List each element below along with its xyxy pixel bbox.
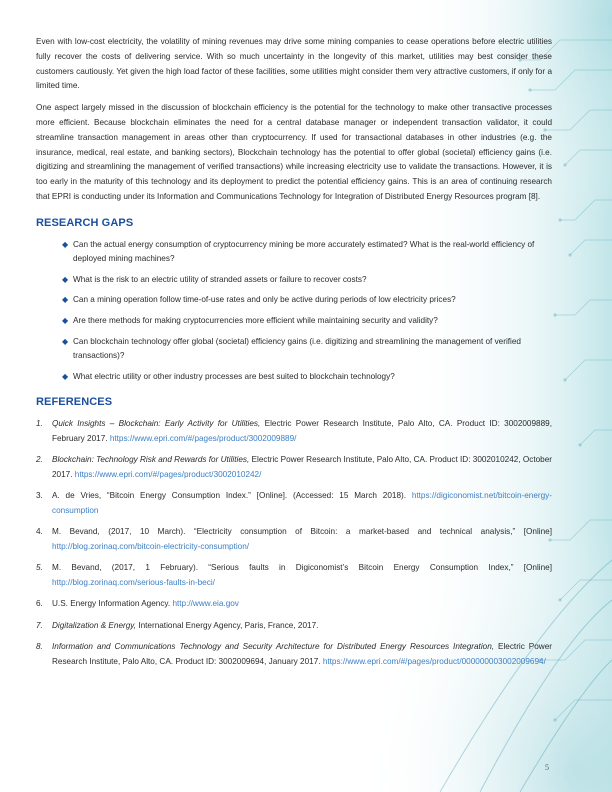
reference-number: 4.	[36, 527, 43, 537]
research-gap-text: What electric utility or other industry processes are best suited to blockchain technology?	[73, 371, 395, 381]
research-gap-text: Can the actual energy consumption of cryptocurrency mining be more accurately estimated? What is the real-world efficiency of deployed mining machines?	[73, 239, 535, 263]
reference-item	[36, 640, 552, 670]
research-gap-text: Are there methods for making cryptocurrencies more efficient while maintaining security and validity?	[73, 316, 438, 326]
reference-link[interactable]: https://digiconomist.net/bitcoin-energy-consumption	[52, 491, 552, 515]
reference-item	[36, 561, 552, 591]
reference-title: Quick Insights – Blockchain: Early Activity for Utilities,	[52, 418, 261, 428]
body-paragraph-2: One aspect largely missed in the discussion of blockchain efficiency is the potential for the technology to make other transactive processes more efficient. Because blockchain eliminates the need for a central database manager or independent transaction validator, it could streamline transaction management in areas other than cryptocurrency. If used for transactional databases in other industries (e.g. the insurance, medical, real estate, and banking sectors), Blockchain technology has the potential to offer global (societal) efficiency gains (i.e. digitizing and streamlining the management of verified transactions) while increasing electricity use to validate the transactions. However, it is too early in the maturity of this technology and its deployment to predict the potential efficiency gains. This is an area of continuing research that EPRI is conducting under its Information and Communications Technology for Integration of Distributed Energy Resources program [8].	[36, 103, 552, 201]
diamond-bullet-icon: ◆	[62, 371, 69, 381]
reference-title: Digitalization & Energy,	[52, 620, 137, 630]
reference-title: Information and Communications Technology and Security Architecture for Distributed Energy Resources Integration,	[52, 641, 495, 651]
reference-number: 1.	[36, 418, 43, 428]
references-list	[36, 417, 552, 670]
reference-text: Electric Power Research Institute, Palo Alto, CA. Product ID: 3002009694, January 2017.	[52, 641, 552, 666]
reference-item	[36, 453, 552, 483]
reference-text: M. Bevand, (2017, 10 March). “Electricity consumption of Bitcoin: a market-based and technical analysis,” [Online]	[52, 527, 552, 537]
reference-title: Blockchain: Technology Risk and Rewards for Utilities,	[52, 454, 250, 464]
reference-text: U.S. Energy Information Agency.	[52, 599, 173, 609]
reference-text: A. de Vries, “Bitcoin Energy Consumption Index.” [Online]. (Accessed: 15 March 2018).	[52, 491, 412, 501]
research-gap-item	[62, 335, 552, 363]
reference-item	[36, 489, 552, 519]
reference-text: Electric Power Research Institute, Palo Alto, CA. Product ID: 3002010242, October 2017.	[52, 454, 552, 479]
reference-number: 6.	[36, 599, 43, 609]
reference-number: 3.	[36, 491, 43, 501]
reference-link[interactable]: http://blog.zorinaq.com/bitcoin-electricity-consumption/	[52, 541, 250, 551]
research-gap-item	[62, 293, 552, 307]
research-gaps-heading: RESEARCH GAPS	[36, 216, 134, 229]
reference-item	[36, 597, 552, 612]
research-gap-text: What is the risk to an electric utility of stranded assets or failure to recover costs?	[73, 274, 367, 284]
research-gap-item	[62, 370, 552, 384]
reference-number: 2.	[36, 454, 43, 464]
research-gap-item	[62, 273, 552, 287]
reference-link[interactable]: https://www.epri.com/#/pages/product/000000003002009694/	[322, 656, 546, 666]
reference-item	[36, 525, 552, 555]
reference-link[interactable]: https://www.epri.com/#/pages/product/3002010242/	[74, 469, 262, 479]
research-gap-item	[62, 238, 552, 266]
references-heading: REFERENCES	[36, 395, 113, 408]
reference-item	[36, 417, 552, 447]
diamond-bullet-icon: ◆	[62, 316, 69, 326]
research-gaps-list	[36, 238, 552, 384]
page-content	[36, 35, 552, 676]
reference-text: International Energy Agency, Paris, France, 2017.	[136, 620, 319, 630]
research-gap-text: Can blockchain technology offer global (societal) efficiency gains (i.e. digitizing and streamlining the management of verified transactions)?	[73, 336, 521, 360]
diamond-bullet-icon: ◆	[62, 295, 69, 305]
body-paragraph-1: Even with low-cost electricity, the volatility of mining revenues may drive some mining companies to cease operations before electric utilities fully recover the costs of delivering service. With so much uncertainty in the longevity of this market, utilities may best consider these customers cautiously. Yet given the high load factor of these facilities, some utilities might consider them very attractive customers, if only for a limited time.	[36, 37, 552, 91]
reference-number: 5.	[36, 563, 43, 573]
reference-link[interactable]: http://www.eia.gov	[172, 599, 239, 609]
page-number: 5	[545, 763, 549, 772]
reference-item	[36, 619, 552, 634]
reference-number: 8.	[36, 641, 43, 651]
diamond-bullet-icon: ◆	[62, 239, 69, 249]
reference-number: 7.	[36, 620, 43, 630]
reference-link[interactable]: https://www.epri.com/#/pages/product/3002009889/	[109, 433, 297, 443]
diamond-bullet-icon: ◆	[62, 336, 69, 346]
reference-link[interactable]: http://blog.zorinaq.com/serious-faults-in-beci/	[52, 578, 215, 588]
research-gap-item	[62, 314, 552, 328]
reference-text: M. Bevand, (2017, 1 February). “Serious faults in Digiconomist’s Bitcoin Energy Consumption Index,” [Online]	[52, 563, 552, 573]
diamond-bullet-icon: ◆	[62, 274, 69, 284]
reference-text: Electric Power Research Institute, Palo Alto, CA. Product ID: 3002009889, February 2017.	[52, 418, 552, 443]
research-gap-text: Can a mining operation follow time-of-use rates and only be active during periods of low electricity prices?	[73, 295, 456, 305]
